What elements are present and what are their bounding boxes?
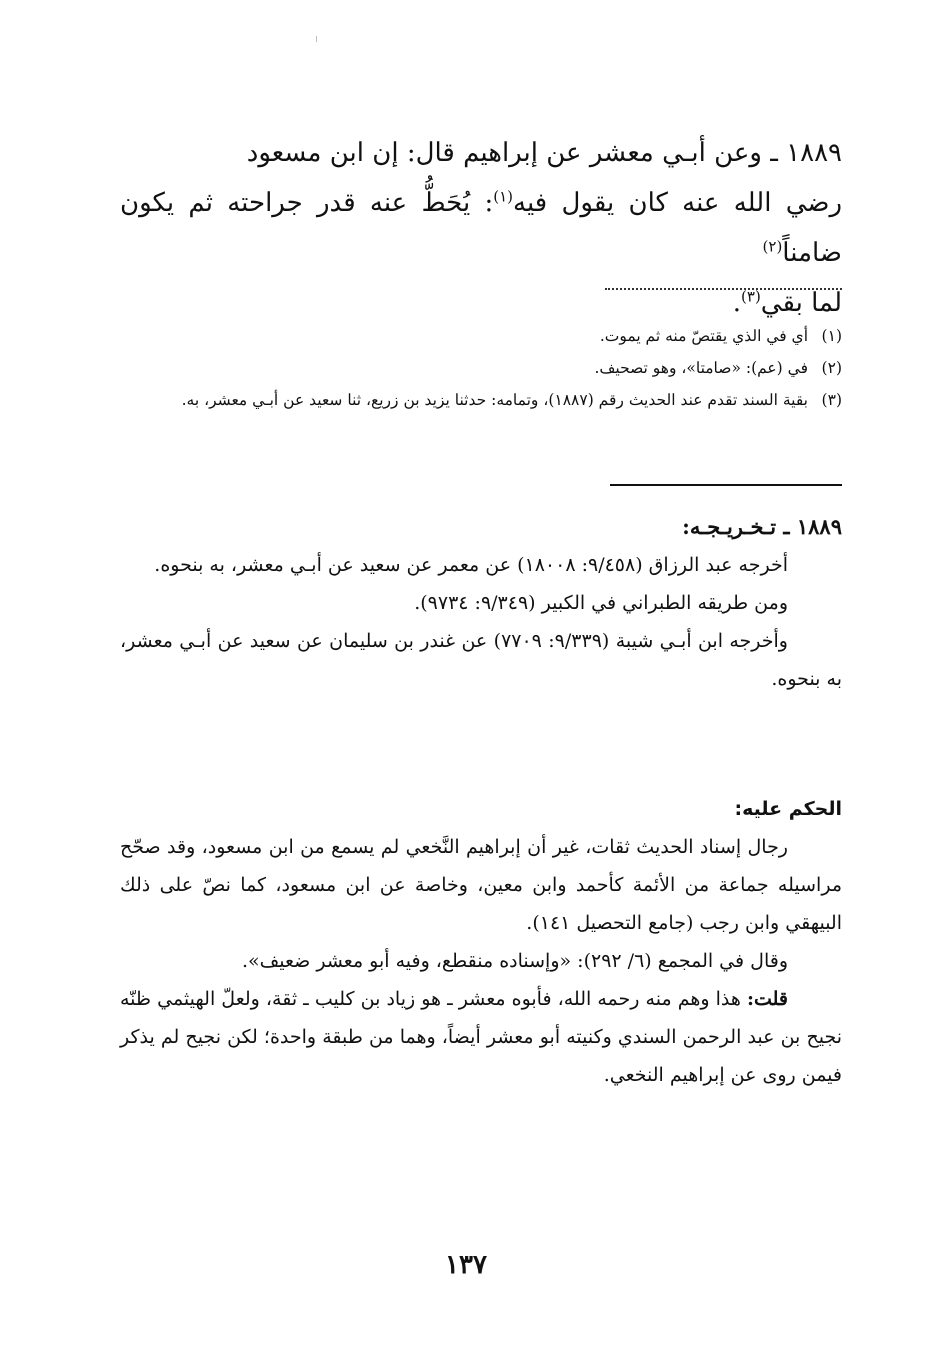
footnote-separator [605,288,842,290]
takhrij-paragraph-1: أخرجه عبد الرزاق (٩/٤٥٨: ١٨٠٠٨) عن معمر عن سعيد عن أبـي معشر، به بنحوه. [154,554,788,576]
takhrij-heading: ١٨٨٩ ـ تـخـريـجـه: [682,514,842,539]
qultu-lead: قلت: [746,988,788,1010]
hukm-paragraph-2: وقال في المجمع (٦/ ٢٩٢): «وإسناده منقطع، وفيه أبو معشر ضعيف». [241,950,788,972]
section-rule [610,484,842,486]
scan-mark [316,36,317,42]
footnote-number: (١) [821,327,842,345]
hadith-line-3-a: لما بقي [760,288,842,318]
takhrij-section [120,508,842,698]
hadith-line-2-a: رضي الله عنه كان يقول فيه [513,188,843,218]
hukm-heading: الحكم عليه: [734,798,842,820]
footnote-text: في (عم): «صامتا»، وهو تصحيف. [594,359,808,377]
footnote-3 [120,384,842,416]
footnote-text: أي في الذي يقتصّ منه ثم يموت. [599,327,808,345]
footnote-ref-1[interactable]: (١) [493,187,513,206]
footnotes [120,320,842,416]
footnote-ref-3[interactable]: (٣) [741,287,761,306]
footnote-number: (٢) [821,359,842,377]
hukm-paragraph-1: رجال إسناد الحديث ثقات، غير أن إبراهيم النَّخعي لم يسمع من ابن مسعود، وقد صحّح مراسيله جماعة من الأئمة كأحمد وابن معين، وخاصة عن ابن مسعود، كما نصّ على ذلك البيهقي وابن رجب (جامع التحصيل ١٤١). [120,836,842,934]
hadith-text [120,128,842,328]
footnote-ref-2[interactable]: (٢) [762,237,783,256]
hadith-line-3-b: . [732,288,742,318]
footnote-1 [120,320,842,352]
hadith-line-1 [120,128,842,178]
hadith-line-2 [120,178,842,278]
footnote-text: بقية السند تقدم عند الحديث رقم (١٨٨٧)، وتمامه: حدثنا يزيد بن زريع، ثنا سعيد عن أبـي معشر، به. [181,391,808,409]
hadith-line-2-b: : يُحَطُّ عنه قدر جراحته ثم يكون ضامناً [120,188,842,268]
hukm-paragraph-3-text: هذا وهم منه رحمه الله، فأبوه معشر ـ هو زياد بن كليب ـ ثقة، ولعلّ الهيثمي ظنّه نجيح بن عبد الرحمن السندي وكنيته أبو معشر أيضاً، وهما من طبقة واحدة؛ لكن نجيح لم يذكر فيمن روى عن إبراهيم النخعي. [120,988,842,1086]
takhrij-paragraph-2: ومن طريقه الطبراني في الكبير (٩/٣٤٩: ٩٧٣٤). [414,592,788,614]
hukm-paragraph-3 [120,980,842,1094]
hadith-line-1-text: وعن أبـي معشر عن إبراهيم قال: إن ابن مسعود [246,138,762,168]
page-number: ١٣٧ [445,1250,487,1280]
takhrij-paragraph-3: وأخرجه ابن أبـي شيبة (٩/٣٣٩: ٧٧٠٩) عن غندر بن سليمان عن سعيد عن أبـي معشر، به بنحوه. [120,630,842,690]
hukm-section [120,790,842,1094]
footnote-2 [120,352,842,384]
footnote-number: (٣) [821,391,842,409]
hadith-number: ١٨٨٩ ـ [770,138,842,168]
